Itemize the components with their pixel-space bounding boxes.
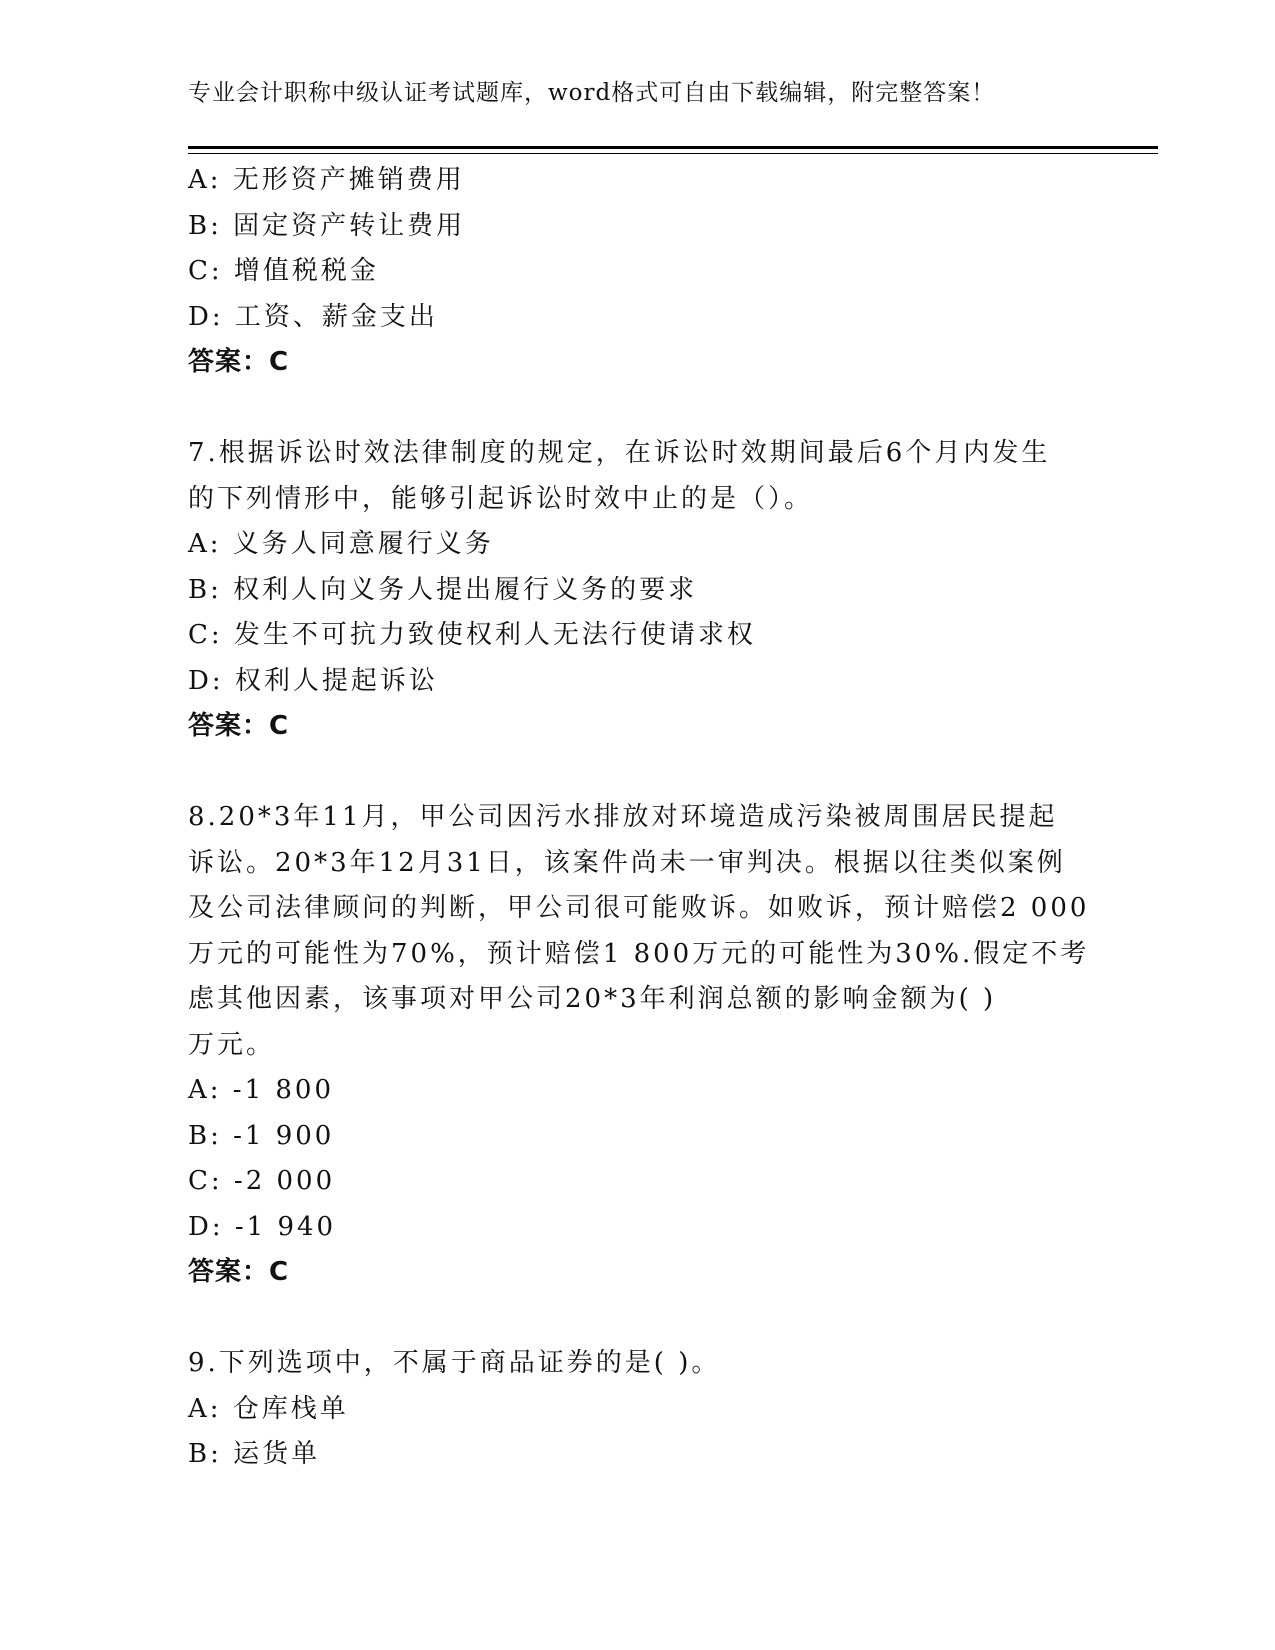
option-a: A: 义务人同意履行义务 (188, 529, 494, 559)
question-6 (188, 158, 1088, 386)
option-b: B: 权利人向义务人提出履行义务的要求 (188, 574, 698, 605)
option-b: B: 固定资产转让费用 (188, 210, 466, 241)
question-text: 8.20*3年11月，甲公司因污水排放对环境造成污染被周围居民提起 (188, 802, 1058, 832)
question-text: 万元。 (188, 1029, 276, 1060)
option-c: C: -2 000 (188, 1166, 336, 1196)
question-9 (188, 1341, 1088, 1478)
option-c: C: 增值税税金 (188, 256, 379, 286)
option-a: A: 无形资产摊销费用 (188, 165, 465, 195)
question-7 (188, 431, 1088, 750)
answer: 答案：C (188, 347, 290, 377)
option-c: C: 发生不可抗力致使权利人无法行使请求权 (188, 620, 756, 650)
question-text: 虑其他因素，该事项对甲公司20*3年利润总额的影响金额为( ) (188, 984, 997, 1014)
spacer (188, 386, 1088, 432)
question-text: 7.根据诉讼时效法律制度的规定，在诉讼时效期间最后6个月内发生 (188, 438, 1051, 468)
question-content (188, 158, 1088, 1478)
question-text: 9.下列选项中，不属于商品证券的是( )。 (188, 1348, 721, 1378)
spacer (188, 1296, 1088, 1342)
question-text: 及公司法律顾问的判断，甲公司很可能败诉。如败诉，预计赔偿2 000 (188, 893, 1090, 923)
option-d: D: 工资、薪金支出 (188, 301, 438, 332)
option-b: B: -1 900 (188, 1120, 335, 1151)
answer: 答案：C (188, 1257, 290, 1287)
spacer (188, 750, 1088, 796)
option-a: A: -1 800 (188, 1075, 335, 1105)
header-rule-thin (188, 153, 1158, 154)
question-text: 万元的可能性为70%，预计赔偿1 800万元的可能性为30%.假定不考 (188, 938, 1090, 969)
question-8 (188, 795, 1088, 1296)
document-header: 专业会计职称中级认证考试题库，word格式可自由下载编辑，附完整答案！ (188, 80, 996, 106)
option-b: B: 运货单 (188, 1439, 321, 1469)
question-text: 诉讼。20*3年12月31日，该案件尚未一审判决。根据以往类似案例 (188, 847, 1066, 878)
option-a: A: 仓库栈单 (188, 1393, 349, 1424)
header-rule-thick (188, 146, 1158, 149)
option-d: D: 权利人提起诉讼 (188, 665, 438, 696)
question-text: 的下列情形中，能够引起诉讼时效中止的是（）。 (188, 483, 814, 514)
option-d: D: -1 940 (188, 1211, 337, 1242)
answer: 答案：C (188, 711, 290, 741)
